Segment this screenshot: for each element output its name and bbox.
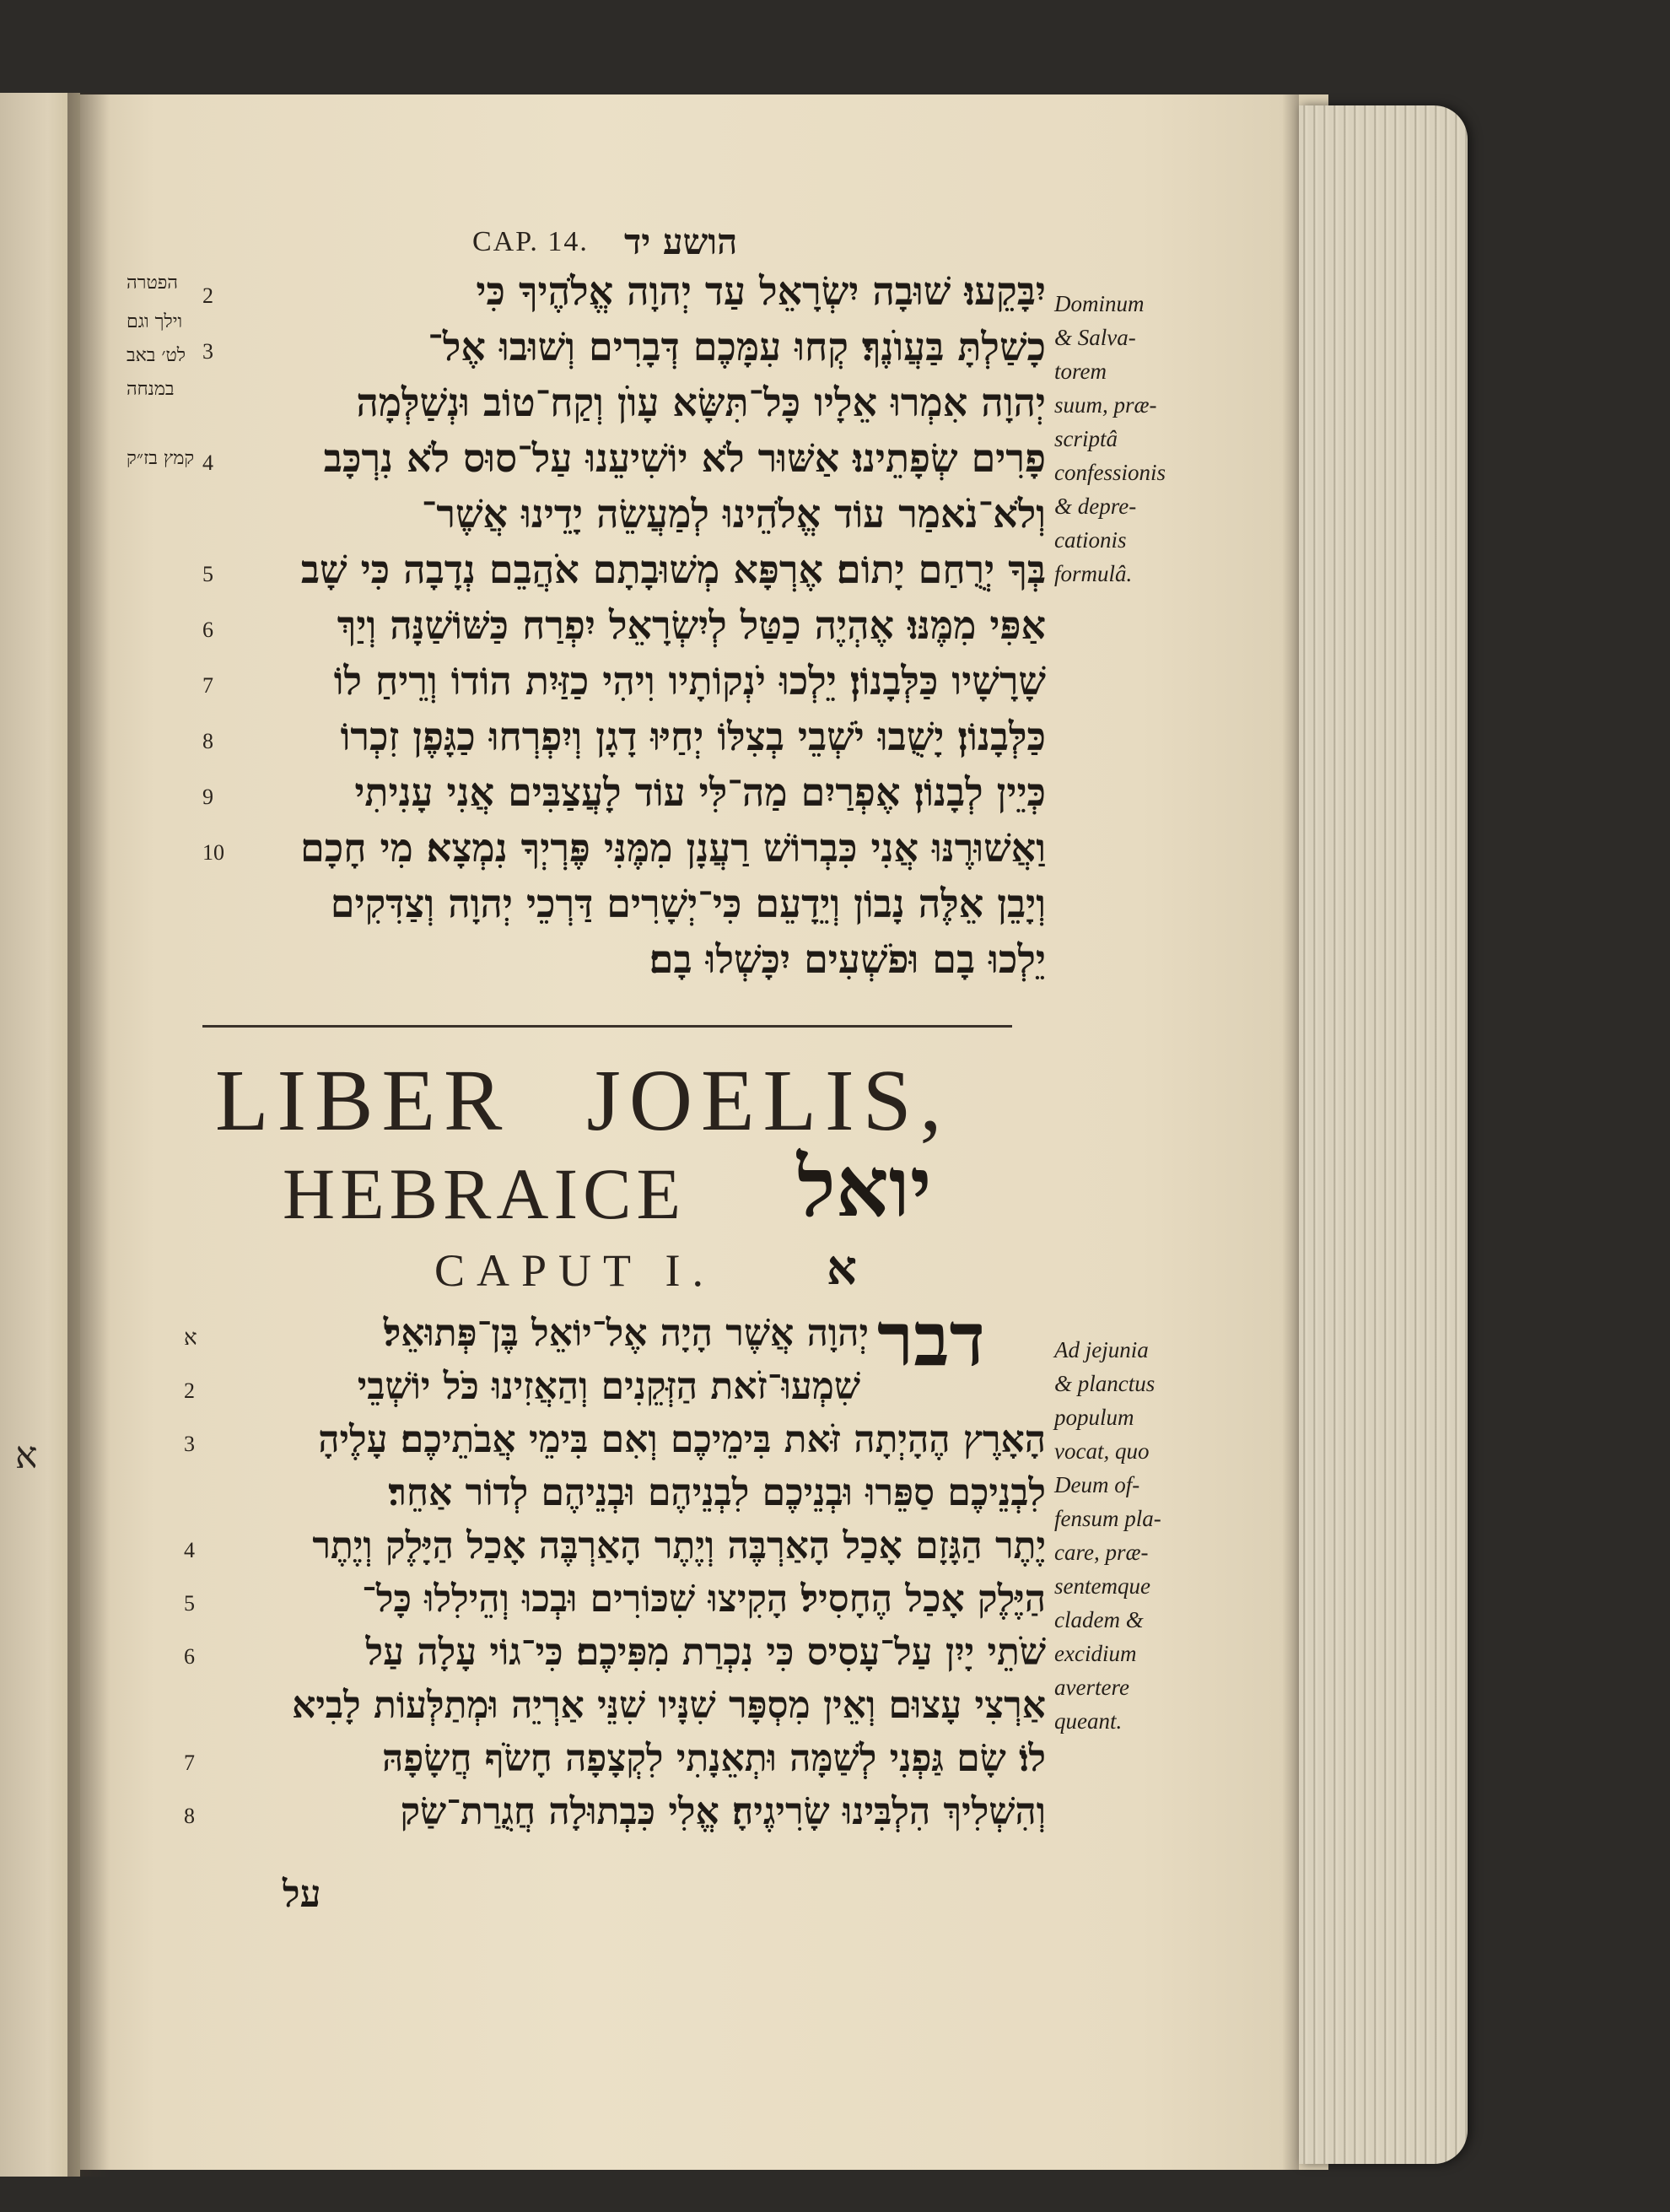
verse-number: 5: [202, 562, 213, 586]
title-hebrew-joel: יואל: [797, 1139, 932, 1236]
page-fold-shadow: [1282, 94, 1299, 2170]
side-note-line: sentemque: [1054, 1573, 1150, 1599]
joel-line: הַיֶּלֶק אָכַל הֶחָסִיל׃ הָקִיצוּ שִׁכּוֹרִים וּבְכוּ וְהֵילִלוּ כָּל־: [362, 1578, 1046, 1621]
verse-number: 3: [184, 1432, 195, 1456]
hosea-line: וַאֲשׁוּרֶנּוּ אֲנִי כִּבְרוֹשׁ רַעֲנָן מִמֶּנִּי פֶּרְיְךָ נִמְצָא׃ מִי חָכָם: [300, 825, 1046, 871]
left-page-letter: א: [15, 1434, 38, 1477]
verse-number: 10: [202, 840, 224, 865]
catchword: על: [283, 1873, 321, 1916]
side-note-line: & depre-: [1054, 494, 1137, 519]
side-note-line: care, præ-: [1054, 1540, 1149, 1565]
gutter-shadow: [67, 93, 110, 2177]
hosea-line: וְלֹא־נֹאמַר עוֹד אֱלֹהֵינוּ לְמַעֲשֵׂה יָדֵינוּ אֲשֶׁר־: [421, 491, 1046, 537]
verse-number: 7: [202, 673, 213, 698]
margin-note: לט׳ באב: [127, 345, 186, 366]
initial-word: דבר: [877, 1295, 985, 1383]
title-joelis: JOELIS,: [586, 1052, 951, 1149]
side-note-line: cladem &: [1054, 1607, 1144, 1632]
hosea-line: בְּךָ יְרֻחַם יָתוֹם׃ אֶרְפָּא מְשׁוּבָתָם אֹהֲבֵם נְדָבָה כִּי שָׁב: [300, 547, 1046, 592]
side-note-joel: [1054, 1333, 1161, 1738]
side-note-line: populum: [1054, 1405, 1134, 1430]
page-edges: [1299, 105, 1468, 2164]
side-note-line: scriptâ: [1054, 426, 1118, 451]
verse-number: 3: [202, 339, 213, 364]
hosea-line: אַפִּי מִמֶּנּוּ׃ אֶהְיֶה כַטַּל לְיִשְׂרָאֵל יִפְרַח כַּשּׁוֹשַׁנָּה וְיַךְ: [337, 602, 1046, 648]
side-note-line: vocat, quo: [1054, 1438, 1150, 1464]
title-hebraice: HEBRAICE: [283, 1153, 686, 1234]
verse-number: א: [184, 1325, 197, 1350]
verse-number: 8: [202, 729, 213, 753]
book-title: [215, 1050, 951, 1151]
side-note-line: Ad jejunia: [1054, 1337, 1149, 1362]
running-header-hebrew: הושע יד: [624, 221, 738, 262]
hosea-line: יֵלְכוּ בָם וּפֹשְׁעִים יִכָּשְׁלוּ בָם׃: [649, 936, 1046, 982]
joel-line: וְהִשְׁלִיךְ הִלְבִּינוּ שָׂרִיגֶיהָ׃ אֱלִי כִּבְתוּלָה חֲגֻרַת־שַׂק: [400, 1790, 1046, 1833]
margin-note: וילך וגם: [127, 311, 183, 332]
hosea-line: כְּיֵין לְבָנוֹן׃ אֶפְרַיִם מַה־לִּי עוֹד לָעֲצַבִּים אֲנִי עָנִיתִי: [354, 769, 1046, 815]
side-note-line: & planctus: [1054, 1371, 1156, 1396]
side-note-line: fensum pla-: [1054, 1506, 1161, 1531]
joel-line: שֹׁתֵי יָיִן עַל־עָסִיס כִּי נִכְרַת מִפִּיכֶם׃ כִּי־גוֹי עָלָה עַל: [365, 1631, 1046, 1674]
joel-line: הָאָרֶץ הֶהָיְתָה זֹּאת בִּימֵיכֶם וְאִם בִּימֵי אֲבֹתֵיכֶם׃ עָלֶיהָ: [318, 1418, 1046, 1461]
verse-number: 2: [202, 283, 213, 308]
verse-number: 9: [202, 785, 213, 809]
verse-number: 6: [184, 1644, 195, 1669]
side-note-line: avertere: [1054, 1675, 1129, 1700]
verse-number: 4: [184, 1538, 195, 1562]
joel-line: שִׁמְעוּ־זֹאת הַזְּקֵנִים וְהַאֲזִינוּ כֹּל יוֹשְׁבֵי: [357, 1365, 860, 1408]
side-note-line: suum, præ-: [1054, 392, 1157, 418]
verse-number: 8: [184, 1804, 195, 1828]
side-note-line: formulâ.: [1054, 561, 1133, 586]
side-note-line: Dominum: [1054, 291, 1145, 316]
side-note-line: torem: [1054, 359, 1107, 384]
verse-number: 2: [184, 1378, 195, 1403]
joel-line: לוֹ׃ שָׂם גַּפְנִי לְשַׁמָּה וּתְאֵנָתִי לִקְצָפָה חָשֹׂף חֲשָׂפָהּ: [382, 1737, 1046, 1780]
side-note-line: excidium: [1054, 1641, 1137, 1666]
section-rule: [202, 1025, 1012, 1028]
verse-number: 7: [184, 1751, 195, 1775]
hosea-line: שָׁרָשָׁיו כַּלְּבָנוֹן׃ יֵלְכוּ יֹנְקוֹתָיו וִיהִי כַזַּיִת הוֹדוֹ וְרֵיחַ לוֹ: [333, 658, 1046, 704]
hosea-line: יִבָּקֵעוּ׃ שׁוּבָה יִשְׂרָאֵל עַד יְהוָה אֱלֹהֶיךָ כִּי: [476, 268, 1046, 314]
joel-line: יֶתֶר הַגָּזָם אָכַל הָאַרְבֶּה וְיֶתֶר הָאַרְבֶּה אָכַל הַיָּלֶק וְיֶתֶר: [312, 1524, 1046, 1567]
chapter-heading: CAPUT I.: [434, 1245, 716, 1296]
joel-line: יְהוָה אֲשֶׁר הָיָה אֶל־יוֹאֵל בֶּן־פְּתוּאֵל׃: [383, 1312, 869, 1355]
hosea-line: כָשַׁלְתָּ בַּעֲוֺנֶךָ׃ קְחוּ עִמָּכֶם דְּבָרִים וְשׁוּבוּ אֶל־: [428, 324, 1046, 370]
side-note-hosea: [1054, 287, 1166, 591]
verse-number: 5: [184, 1591, 195, 1616]
verse-number: 6: [202, 618, 213, 642]
hosea-line: כַּלְּבָנוֹן׃ יָשֻׁבוּ יֹשְׁבֵי בְצִלּוֹ יְחַיּוּ דָגָן וְיִפְרְחוּ כַגָּפֶן זִכְרוֹ: [340, 714, 1046, 759]
hosea-line: יְהוָה אִמְרוּ אֵלָיו כָּל־תִּשָּׂא עָוֺן וְקַח־טוֹב וּנְשַׁלְּמָה: [356, 380, 1046, 425]
title-liber: LIBER: [215, 1052, 511, 1149]
side-note-line: cationis: [1054, 527, 1127, 553]
chapter-heading-hebrew: א: [827, 1240, 857, 1296]
side-note-line: Deum of-: [1054, 1472, 1140, 1497]
margin-note: במנחה: [127, 379, 175, 400]
running-header-latin: CAP. 14.: [472, 226, 589, 257]
joel-line: לִבְנֵיכֶם סַפֵּרוּ וּבְנֵיכֶם לִבְנֵיהֶם וּבְנֵיהֶם לְדוֹר אַחֵר׃: [388, 1471, 1046, 1514]
side-note-line: & Salva-: [1054, 325, 1136, 350]
joel-line: אַרְצִי עָצוּם וְאֵין מִסְפָּר שִׁנָּיו שִׁנֵּי אַרְיֵה וּמְתַלְּעוֹת לָבִיא: [292, 1684, 1046, 1727]
margin-note: קמץ בז״ק: [127, 448, 195, 469]
side-note-line: confessionis: [1054, 460, 1166, 485]
verse-number: 4: [202, 450, 213, 475]
side-note-line: queant.: [1054, 1708, 1123, 1734]
hosea-line: פָרִים שְׂפָתֵינוּ׃ אַשּׁוּר לֹא יוֹשִׁיעֵנוּ עַל־סוּס לֹא נִרְכָּב: [323, 435, 1046, 481]
hosea-line: וְיָבֵן אֵלֶּה נָבוֹן וְיֵדָעֵם כִּי־יְשָׁרִים דַּרְכֵי יְהוָה וְצַדִּקִים: [330, 881, 1046, 926]
margin-note: הפטרה: [127, 272, 178, 294]
